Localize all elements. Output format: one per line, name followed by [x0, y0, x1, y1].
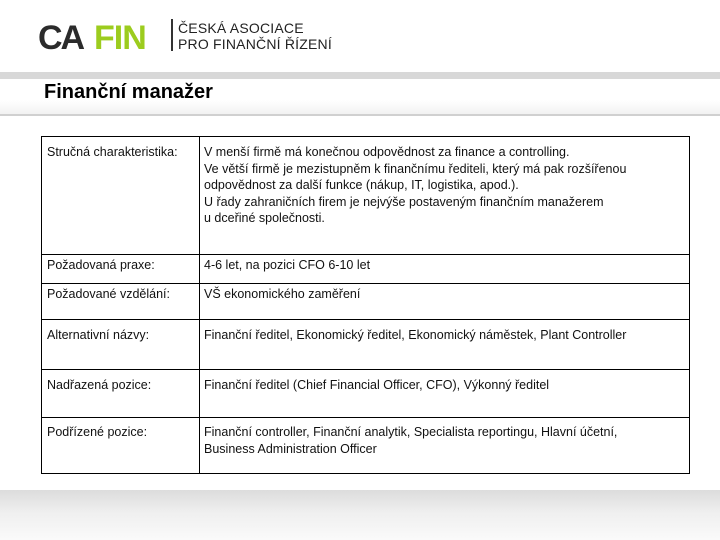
header-divider-bar: [0, 72, 720, 79]
value-line: odpovědnost za další funkce (nákup, IT, logistika, apod.).: [204, 178, 519, 192]
row-value: Finanční ředitel, Ekonomický ředitel, Ekonomický náměstek, Plant Controller: [200, 320, 690, 370]
cafin-logo: [38, 18, 168, 54]
value-line: Business Administration Officer: [204, 441, 377, 456]
row-label: Nadřazená pozice:: [42, 370, 200, 418]
title-divider: [0, 114, 720, 116]
table-row: [42, 255, 690, 284]
association-line-1: ČESKÁ ASOCIACE: [178, 20, 304, 36]
row-value: Finanční ředitel (Chief Financial Officer, CFO), Výkonný ředitel: [200, 370, 690, 418]
job-info-table: [41, 136, 690, 474]
value-line: u dceřiné společnosti.: [204, 211, 325, 225]
table-row: [42, 320, 690, 370]
row-label: Požadované vzdělání:: [42, 284, 200, 320]
row-value: VŠ ekonomického zaměření: [200, 284, 690, 320]
association-line-2: PRO FINANČNÍ ŘÍZENÍ: [178, 36, 332, 52]
value-line: U řady zahraničních firem je nejvýše postaveným finančním manažerem: [204, 194, 604, 209]
row-value: [200, 418, 690, 474]
logo-separator: [171, 19, 173, 51]
value-line: V menší firmě má konečnou odpovědnost za finance a controlling.: [204, 145, 570, 159]
logo-fin-text: FIN: [94, 19, 146, 54]
row-value: [200, 137, 690, 255]
row-label: Požadovaná praxe:: [42, 255, 200, 284]
value-line: Finanční controller, Finanční analytik, Specialista reportingu, Hlavní účetní,: [204, 425, 618, 439]
table-row: [42, 284, 690, 320]
value-line: Ve větší firmě je mezistupněm k finančnímu řediteli, který má pak rozšířenou: [204, 161, 627, 176]
row-label: Podřízené pozice:: [42, 418, 200, 474]
header: [0, 0, 720, 72]
footer-band: [0, 490, 720, 540]
table-row: [42, 137, 690, 255]
logo-ca-text: CA: [38, 19, 84, 54]
table-row: [42, 370, 690, 418]
row-label: Stručná charakteristika:: [42, 137, 200, 255]
row-label: Alternativní názvy:: [42, 320, 200, 370]
row-value: 4-6 let, na pozici CFO 6-10 let: [200, 255, 690, 284]
page-title: Finanční manažer: [44, 81, 213, 103]
association-name: [178, 20, 332, 52]
table-row: [42, 418, 690, 474]
